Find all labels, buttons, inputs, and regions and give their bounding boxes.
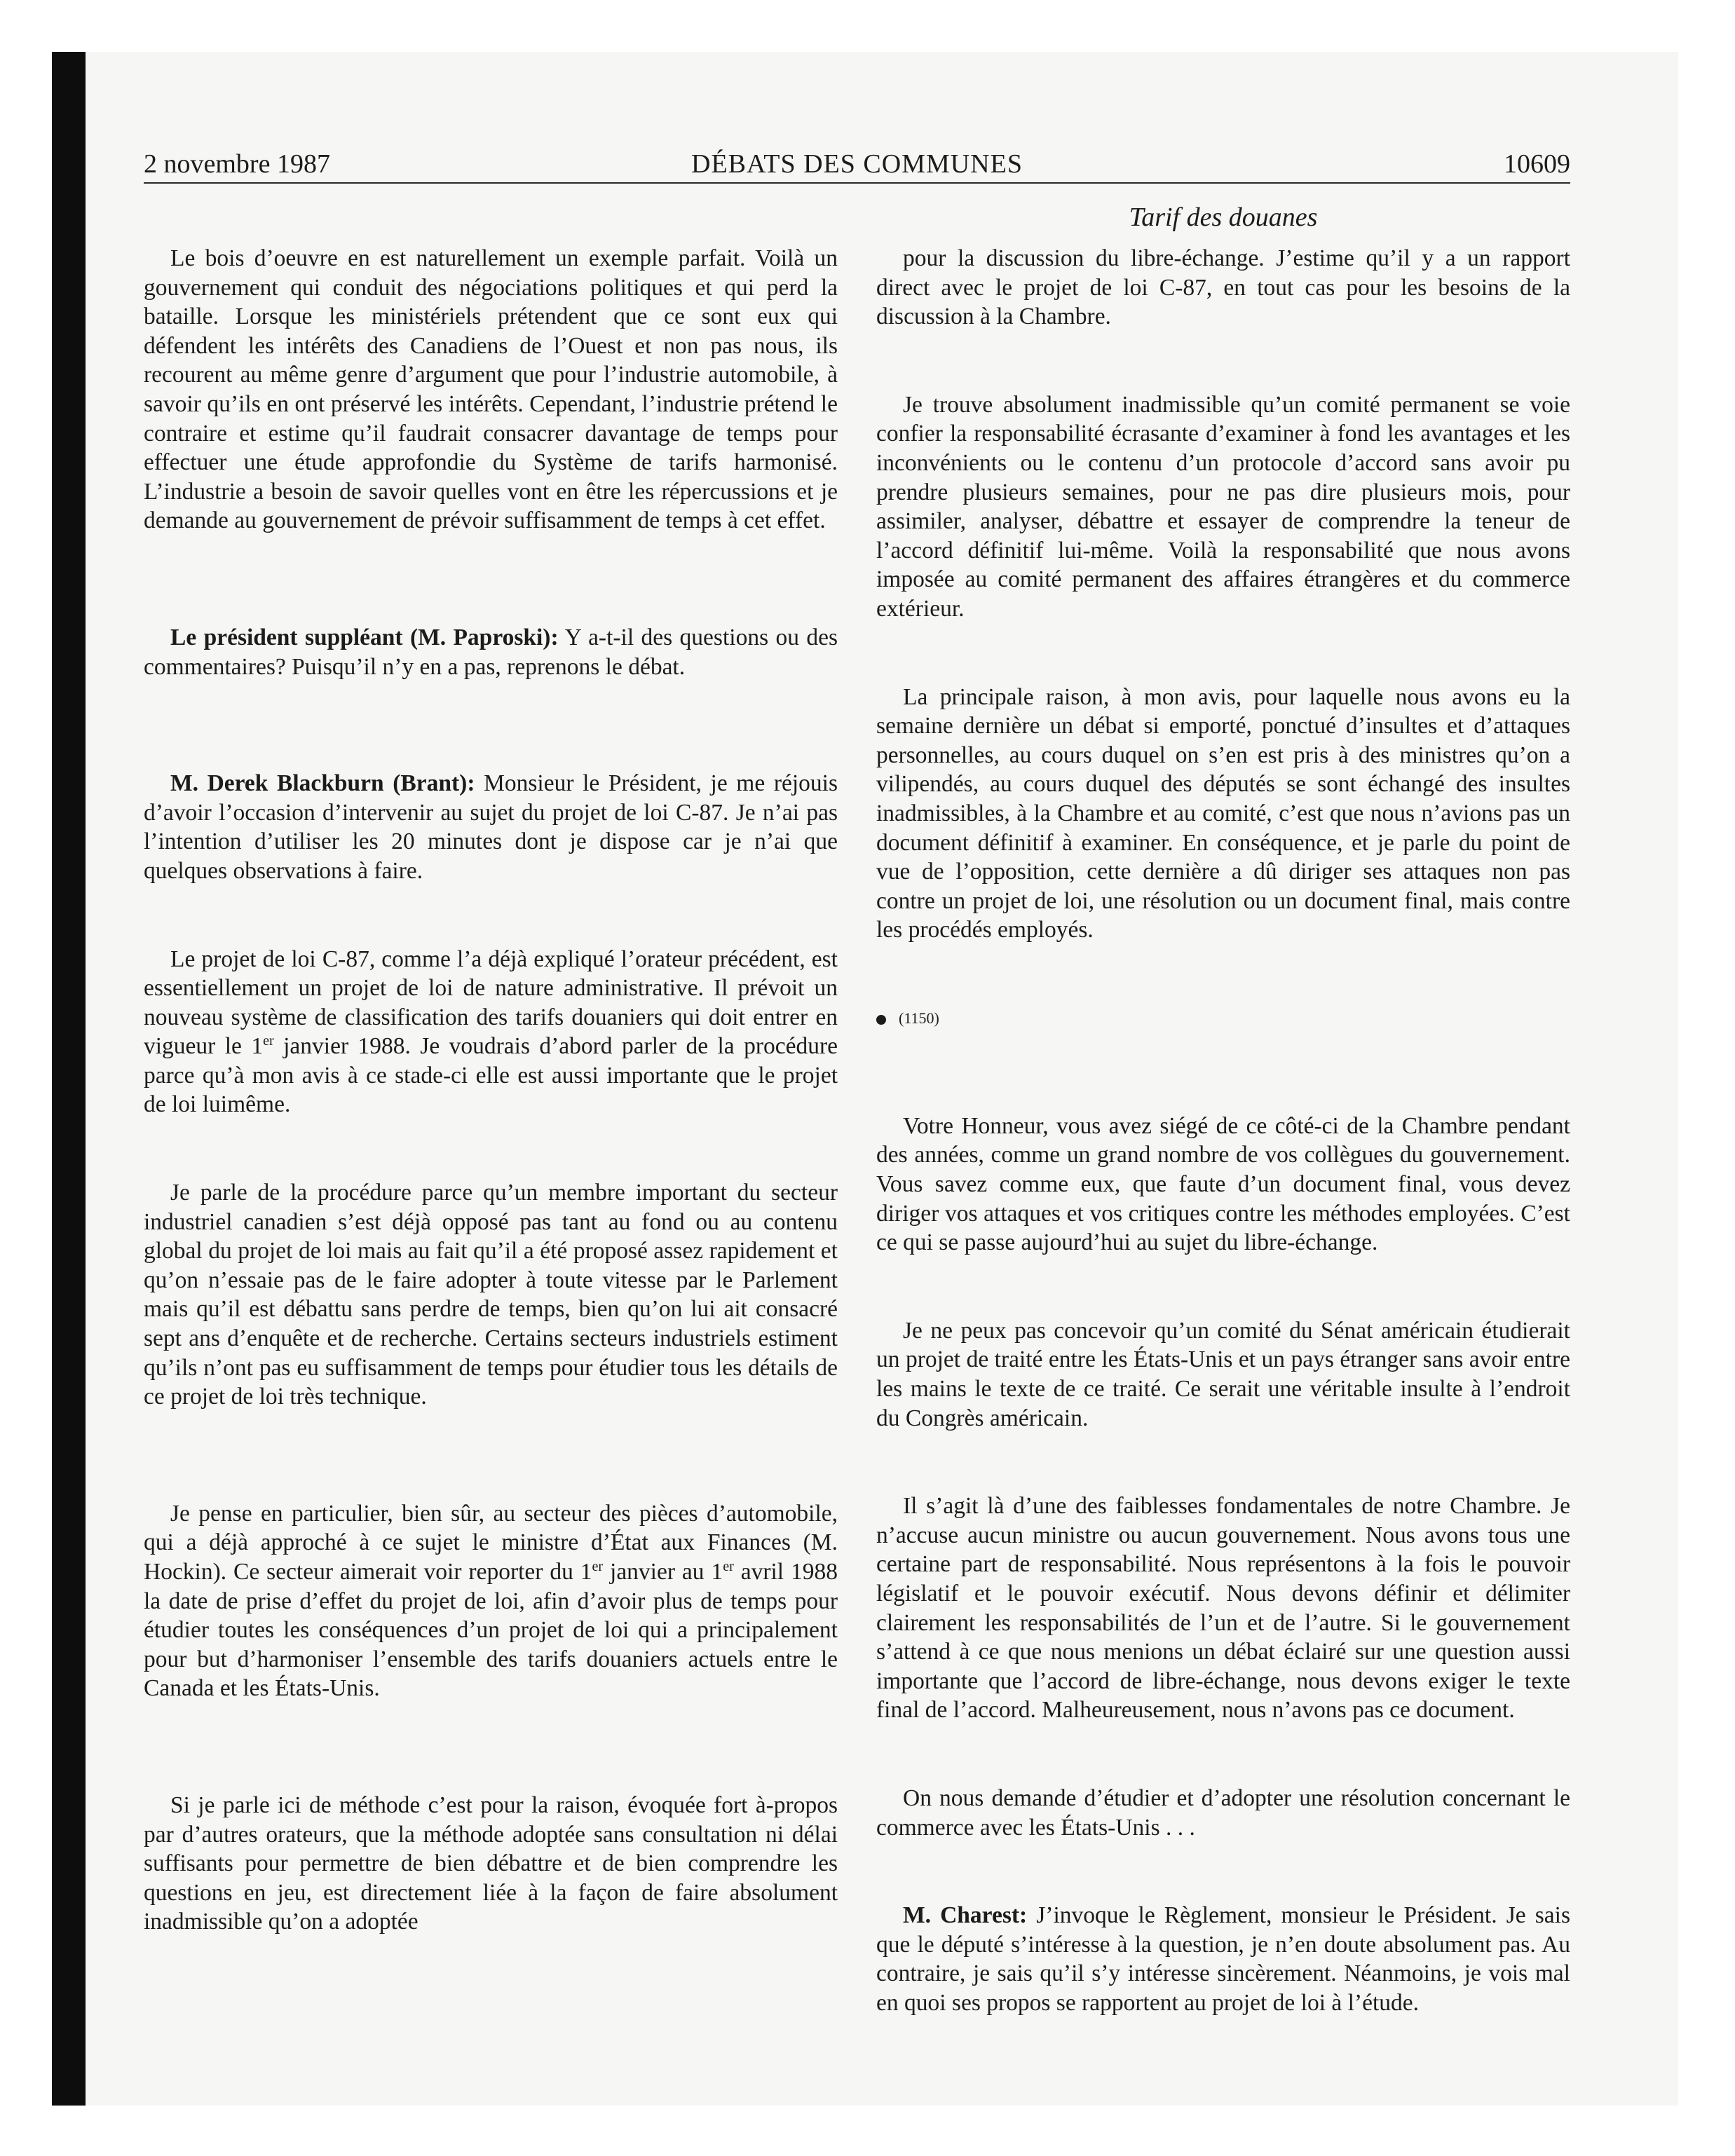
speech-text: J’invoque le Règlement, monsieur le Président. Je sais que le député s’intéresse à la question, je n’en doute absolument pas. Au contraire, je sais qu’il s’y intéresse sincèrement. Néanmoins, je vois mal en quoi ses propos se rapportent au projet de loi à l’étude. [876,1902,1570,2016]
speaker-name: M. Charest: [903,1902,1028,1929]
header-rule [144,182,1570,184]
paragraph: Si je parle ici de méthode c’est pour la raison, évoquée fort à-propos par d’autres orateurs, que la méthode adoptée sans consultation ni délai suffisants pour permettre de bien débattre et de bien comprendre les questions en jeu, est directement liée à la façon de faire absolument inadmissible qu’on a adoptée [144,1792,838,1935]
time-marker [876,1008,1570,1029]
paragraph: On nous demande d’étudier et d’adopter une résolution concernant le commerce avec les États-Unis . . . [876,1785,1570,1841]
paragraph: Je parle de la procédure parce qu’un membre important du secteur industriel canadien s’est déjà opposé pas tant au fond ou au contenu global du projet de loi mais au fait qu’il a été proposé assez rapidement et qu’on n’essaie pas de le faire adopter à toute vitesse par le Parlement mais qu’il est débattu sans perdre de temps, bien qu’on lui ait consacré sept ans d’enquête et de recherche. Certains secteurs industriels estiment qu’ils n’ont pas eu suffisamment de temps pour étudier tous les détails de ce projet de loi très technique. [144,1180,838,1410]
header-publication: DÉBATS DES COMMUNES [691,149,1023,179]
paragraph: pour la discussion du libre-échange. J’estime qu’il y a un rapport direct avec le projet de loi C-87, en tout cas pour les besoins de la discussion à la Chambre. [876,245,1570,330]
paragraph: La principale raison, à mon avis, pour laquelle nous avons eu la semaine dernière un débat si emporté, ponctué d’insultes et d’attaques personnelles, au cours duquel on s’en est pris à des ministres qu’on a vilipendés, au cours duquel des députés se sont échangé des insultes inadmissibles, à la Chambre et au comité, c’est que nous n’avions pas un document définitif à examiner. En conséquence, et je parle du point de vue de l’opposition, cette dernière a dû diriger ses attaques non pas contre un projet de loi, une résolution ou un document final, mais contre les procédés employés. [876,683,1570,943]
superscript: er [723,1558,734,1574]
paragraph [876,1901,1570,2017]
paragraph [144,769,838,885]
left-column [144,244,838,1937]
paragraph [144,623,838,681]
superscript: er [263,1033,274,1049]
superscript: er [592,1558,604,1574]
paragraph-text: avril 1988 la date de prise d’effet du projet de loi, afin d’avoir plus de temps pour étudier toutes les conséquences d’un projet de loi qui a principalement pour but d’harmoniser l’ensemble des tarifs douaniers actuels entre le Canada et les États-Unis. [144,1559,838,1702]
paragraph: Je trouve absolument inadmissible qu’un comité permanent se voie confier la responsabilité écrasante d’examiner à fond les avantages et les inconvénients ou le contenu d’un protocole d’accord sans avoir pu prendre plusieurs semaines, pour ne pas dire plusieurs mois, pour assimiler, analyser, débattre et essayer de comprendre la teneur de l’accord définitif lui-même. Voilà la responsabilité que nous avons imposée au comité permanent des affaires étrangères et du commerce extérieur. [876,391,1570,622]
running-title: Tarif des douanes [1129,203,1318,232]
paragraph-text: Le projet de loi C-87, comme l’a déjà expliqué l’orateur précédent, est essentiellement un projet de loi de nature administrative. Il prévoit un nouveau système de classification des tarifs douaniers qui doit entrer en vigueur le 1 [144,946,838,1060]
paragraph-text: janvier au 1 [603,1559,723,1585]
time-marker-text: (1150) [899,1009,939,1027]
speaker-name: Le président suppléant (M. Paproski): [170,624,559,650]
page-header [144,147,1570,182]
header-date: 2 novembre 1987 [144,149,330,179]
scan-edge-shadow [52,52,86,2106]
paragraph: Votre Honneur, vous avez siégé de ce côté-ci de la Chambre pendant des années, comme un grand nombre de vos collègues du gouvernement. Vous savez comme eux, que faute d’un document final, vous devez diriger vos attaques et vos critiques contre les méthodes employées. C’est ce qui se passe aujourd’hui au sujet du libre-échange. [876,1112,1570,1256]
right-column [876,244,1570,2018]
speech-text: Monsieur le Président, je me réjouis d’avoir l’occasion d’intervenir au sujet du projet de loi C-87. Je n’ai pas l’intention d’utiliser les 20 minutes dont je dispose car je n’ai que quelques observations à faire. [144,770,838,884]
paragraph: Il s’agit là d’une des faiblesses fondamentales de notre Chambre. Je n’accuse aucun ministre ou aucun gouvernement. Nous avons tous une certaine part de responsabilité. Nous représentons à la fois le pouvoir législatif et le pouvoir exécutif. Nous devons définir et délimiter clairement les responsabilités de l’un et de l’autre. Si le gouvernement s’attend à ce que nous menions un débat éclairé sur une question aussi importante que l’accord de libre-échange, nous devons exiger le texte final de l’accord. Malheureusement, nous n’avons pas ce document. [876,1493,1570,1724]
paragraph: Le bois d’oeuvre en est naturellement un exemple parfait. Voilà un gouvernement qui conduit des négociations politiques et qui perd la bataille. Lorsque les ministériels prétendent que ce sont eux qui défendent les intérêts des Canadiens de l’Ouest et non pas nous, ils recourent au même genre d’argument que pour l’industrie automobile, à savoir qu’ils en ont préservé les intérêts. Cependant, l’industrie prétend le contraire et estime qu’il faudrait consacrer davantage de temps pour effectuer une étude approfondie du Système de tarifs harmonisé. L’industrie a besoin de savoir quelles vont en être les répercussions et je demande au gouvernement de prévoir suffisamment de temps à cet effet. [144,245,838,534]
paragraph-text: janvier 1988. Je voudrais d’abord parler de la procédure parce qu’à mon avis à ce stade-ci elle est aussi importante que le projet de loi luimême. [144,1033,838,1118]
header-page-number: 10609 [1504,149,1570,179]
paragraph [144,1499,838,1703]
paragraph-text: Je pense en particulier, bien sûr, au secteur des pièces d’automobile, qui a déjà approché à ce sujet le ministre d’État aux Finances (M. Hockin). Ce secteur aimerait voir reporter du 1 [144,1500,838,1585]
speech-text: Y a-t-il des questions ou des commentaires? Puisqu’il n’y en a pas, reprenons le débat. [144,624,838,680]
speaker-name: M. Derek Blackburn (Brant): [170,770,475,797]
bullet-icon [876,1015,886,1025]
paragraph: Je ne peux pas concevoir qu’un comité du Sénat américain étudierait un projet de traité entre les États-Unis et un pays étranger sans avoir entre les mains le texte de ce traité. Ce serait une véritable insulte à l’endroit du Congrès américain. [876,1317,1570,1431]
paragraph [144,945,838,1120]
